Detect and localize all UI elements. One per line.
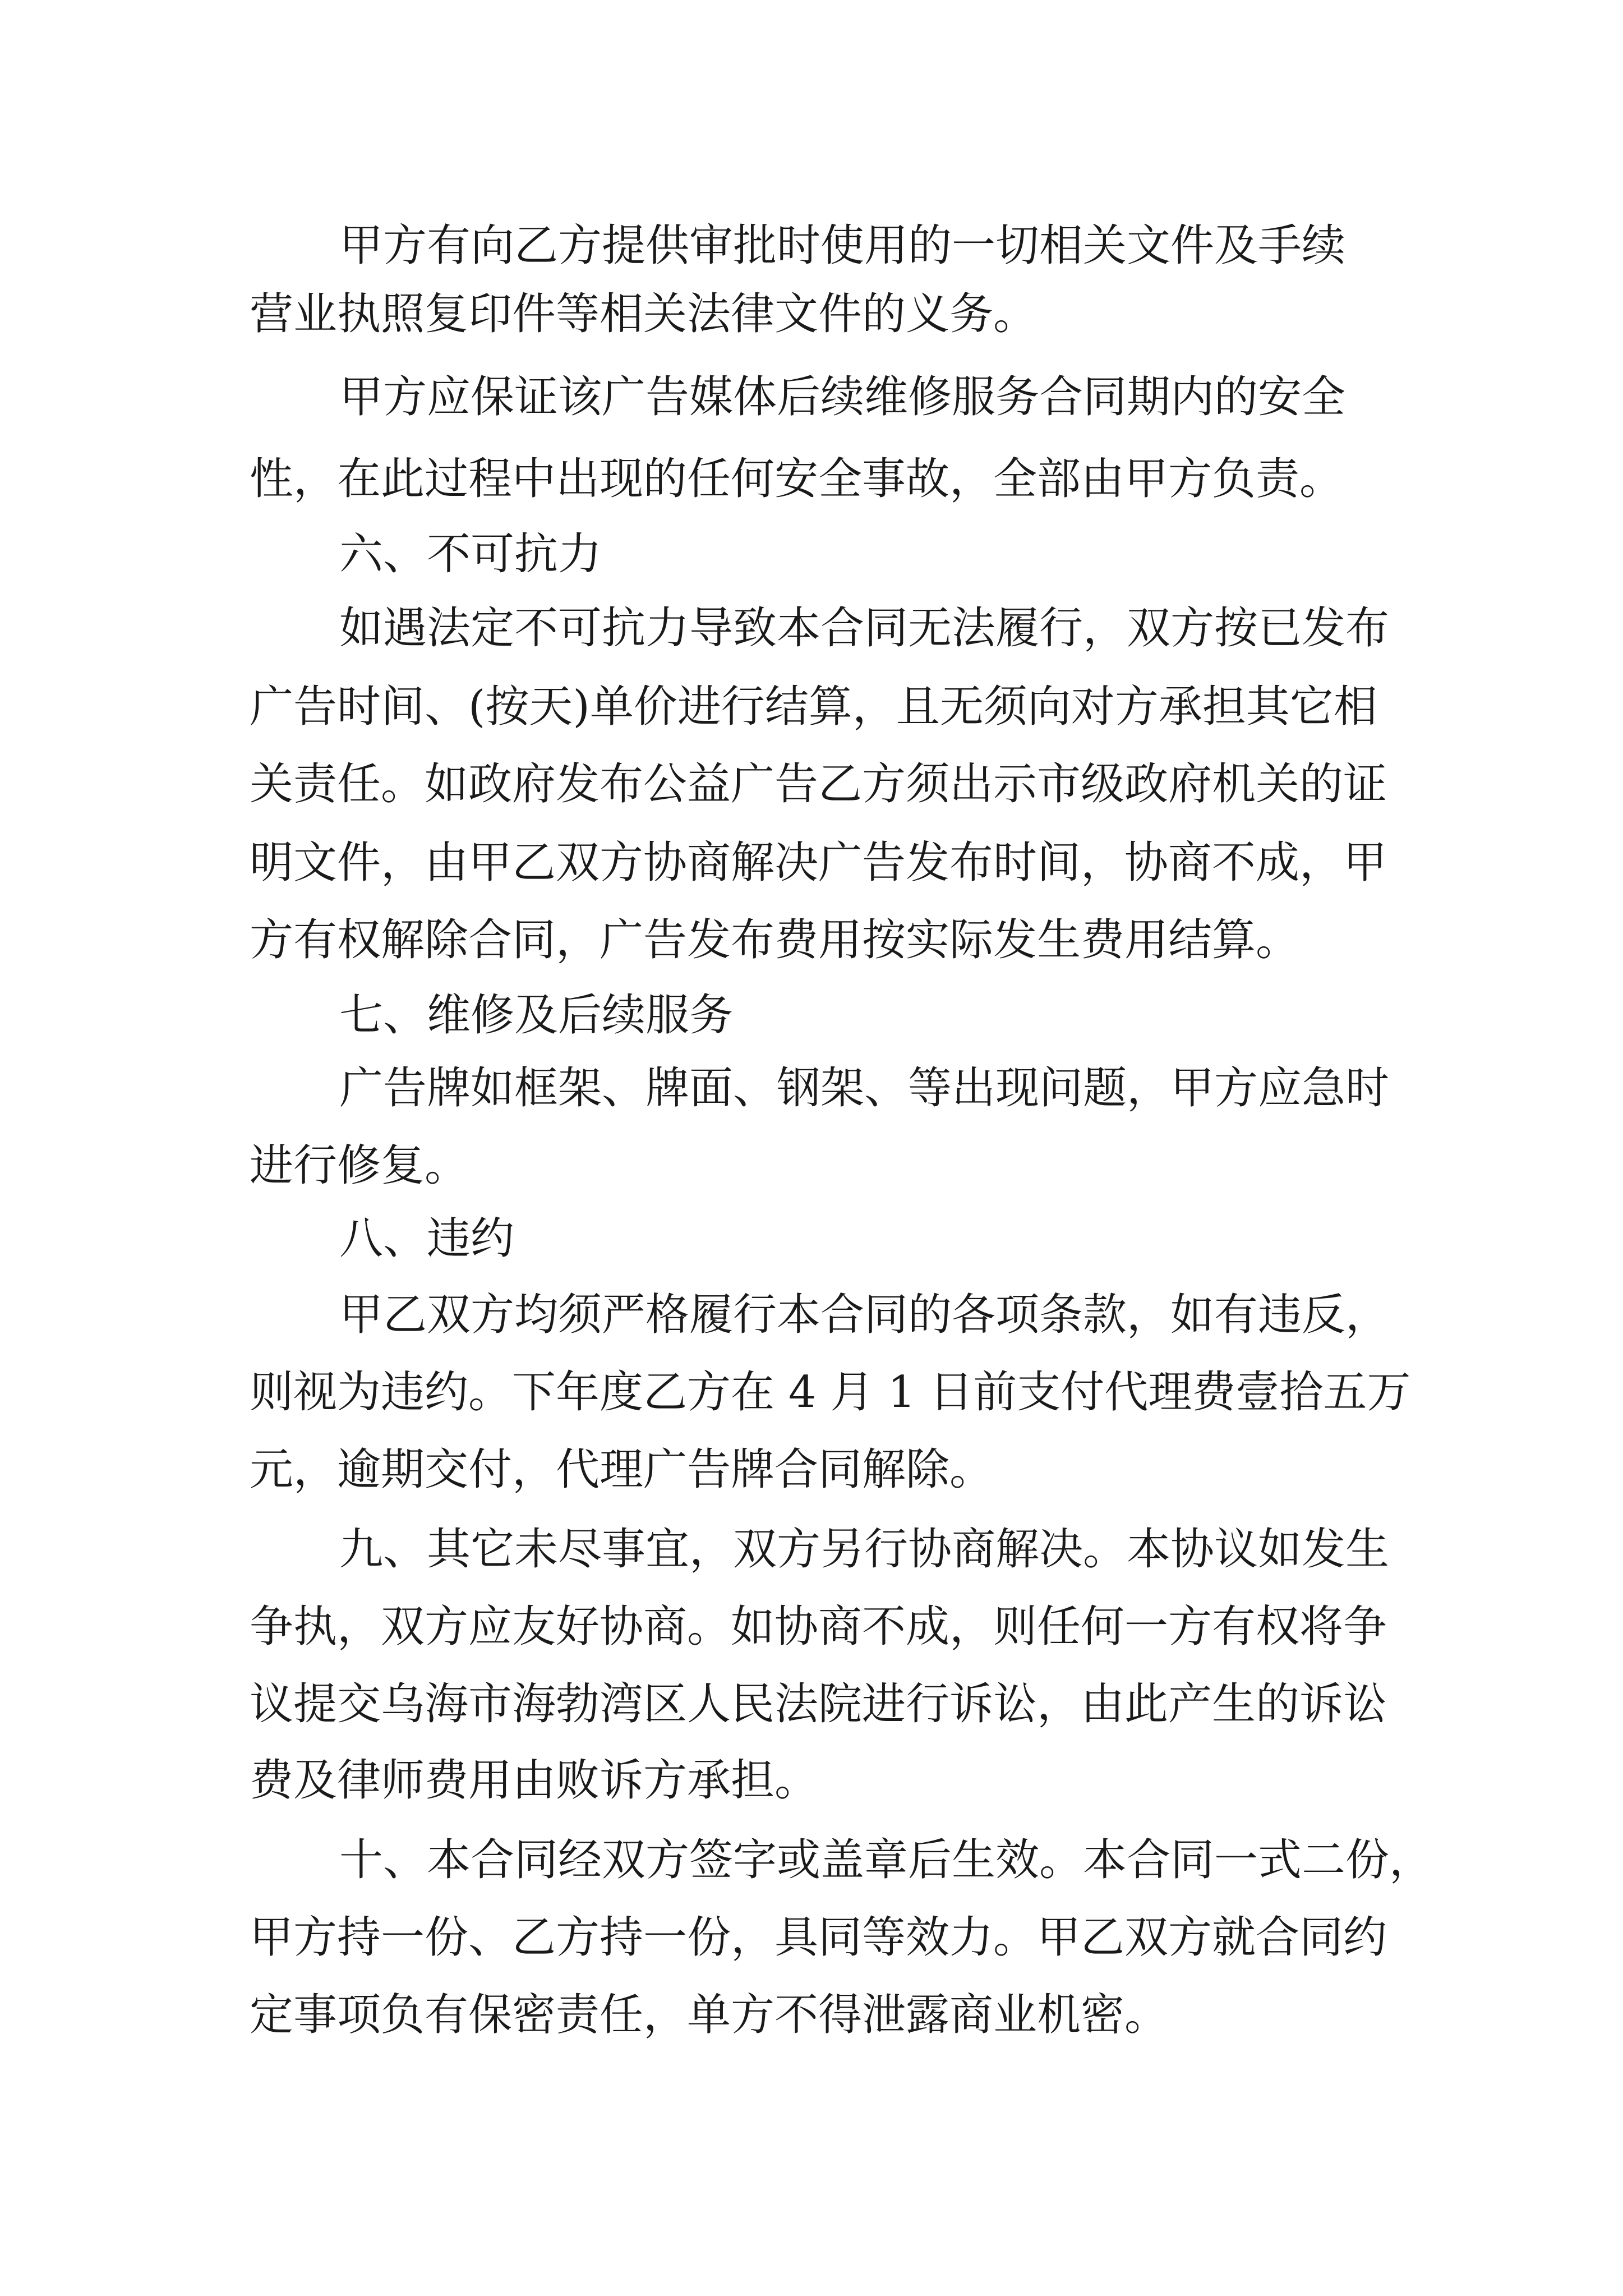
paragraph-line: 争执，双方应友好协商。如协商不成，则任何一方有权将争 [250, 1602, 1387, 1652]
paragraph-line: 定事项负有保密责任，单方不得泄露商业机密。 [250, 1990, 1169, 2040]
section-heading: 八、违约 [339, 1213, 515, 1264]
paragraph-line: 甲乙双方均须严格履行本合同的各项条款，如有违反， [339, 1290, 1390, 1340]
paragraph-line: 十、本合同经双方签字或盖章后生效。本合同一式二份， [339, 1835, 1433, 1885]
paragraph-line: 广告时间、(按天)单价进行结算，且无须向对方承担其它相 [250, 682, 1377, 732]
paragraph-line: 费及律师费用由败诉方承担。 [250, 1755, 819, 1806]
section-heading: 七、维修及后续服务 [339, 990, 734, 1041]
paragraph-line: 进行修复。 [250, 1140, 469, 1191]
paragraph-line: 营业执照复印件等相关法律文件的义务。 [250, 289, 1038, 339]
paragraph-line: 则视为违约。下年度乙方在 4 月 1 日前支付代理费壹拾五万 [250, 1367, 1411, 1418]
paragraph-line: 元，逾期交付，代理广告牌合同解除。 [250, 1444, 994, 1495]
paragraph-line: 方有权解除合同，广告发布费用按实际发生费用结算。 [250, 915, 1300, 965]
paragraph-line: 九、其它未尽事宜，双方另行协商解决。本协议如发生 [339, 1524, 1390, 1575]
paragraph-line: 议提交乌海市海勃湾区人民法院进行诉讼，由此产生的诉讼 [250, 1679, 1387, 1729]
paragraph-line: 性，在此过程中出现的任何安全事故，全部由甲方负责。 [250, 454, 1344, 504]
paragraph-line: 关责任。如政府发布公益广告乙方须出示市级政府机关的证 [250, 759, 1387, 809]
section-heading: 六、不可抗力 [339, 529, 602, 579]
paragraph-line: 甲方有向乙方提供审批时使用的一切相关文件及手续 [339, 220, 1346, 271]
paragraph-line: 如遇法定不可抗力导致本合同无法履行，双方按已发布 [339, 603, 1390, 654]
paragraph-line: 甲方应保证该广告媒体后续维修服务合同期内的安全 [339, 372, 1346, 422]
paragraph-line: 明文件，由甲乙双方协商解决广告发布时间，协商不成，甲 [250, 838, 1387, 888]
paragraph-line: 甲方持一份、乙方持一份，具同等效力。甲乙双方就合同约 [250, 1912, 1387, 1963]
paragraph-line: 广告牌如框架、牌面、钢架、等出现问题，甲方应急时 [339, 1063, 1390, 1114]
